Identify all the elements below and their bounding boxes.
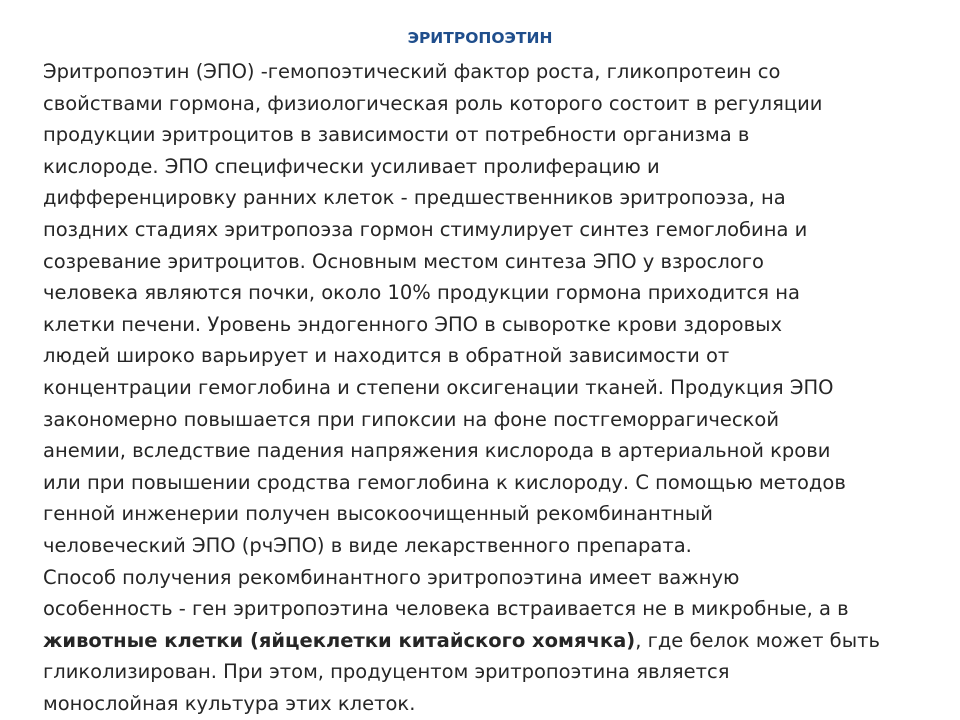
text-line: людей широко варьирует и находится в обратной зависимости от [43,344,730,368]
slide-title: ЭРИТРОПОЭТИН [407,29,553,47]
bold-line-rest: , где белок может быть [635,628,880,652]
text-line: концентрации гемоглобина и степени оксигенации тканей. Продукция ЭПО [43,375,834,399]
text-line: продукции эритроцитов в зависимости от потребности организма в [43,123,750,147]
text-line: или при повышении сродства гемоглобина к кислороду. С помощью методов [43,470,846,494]
text-line: созревание эритроцитов. Основным местом синтеза ЭПО у взрослого [43,249,764,273]
text-line: особенность - ген эритропоэтина человека встраивается не в микробные, а в [43,597,849,621]
text-line-with-bold [43,625,943,657]
text-line: Эритропоэтин (ЭПО) -гемопоэтический фактор роста, гликопротеин со [43,60,781,83]
text-line: закономерно повышается при гипоксии на фоне постгеморрагической [43,407,780,431]
text-line: свойствами гормона, физиологическая роль которого состоит в регуляции [43,91,823,115]
body-text [43,56,943,719]
text-line: Способ получения рекомбинантного эритропоэтина имеет важную [43,565,740,589]
text-line: человека являются почки, около 10% продукции гормона приходится на [43,281,800,305]
text-line: анемии, вследствие падения напряжения кислорода в артериальной крови [43,439,831,463]
bold-phrase: животные клетки (яйцеклетки китайского хомячка) [43,628,636,652]
text-line: генной инженерии получен высокоочищенный рекомбинантный [43,502,713,526]
text-line: поздних стадиях эритропоэза гормон стимулирует синтез гемоглобина и [43,217,808,241]
text-line: клетки печени. Уровень эндогенного ЭПО в сыворотке крови здоровых [43,312,783,336]
text-line: кислороде. ЭПО специфически усиливает пролиферацию и [43,154,660,178]
text-line: человеческий ЭПО (рчЭПО) в виде лекарственного препарата. [43,533,692,557]
text-line: гликолизирован. При этом, продуцентом эритропоэтина является [43,660,730,684]
text-line: монослойная культура этих клеток. [43,691,416,715]
text-line: дифференцировку ранних клеток - предшественников эритропоэза, на [43,186,786,210]
